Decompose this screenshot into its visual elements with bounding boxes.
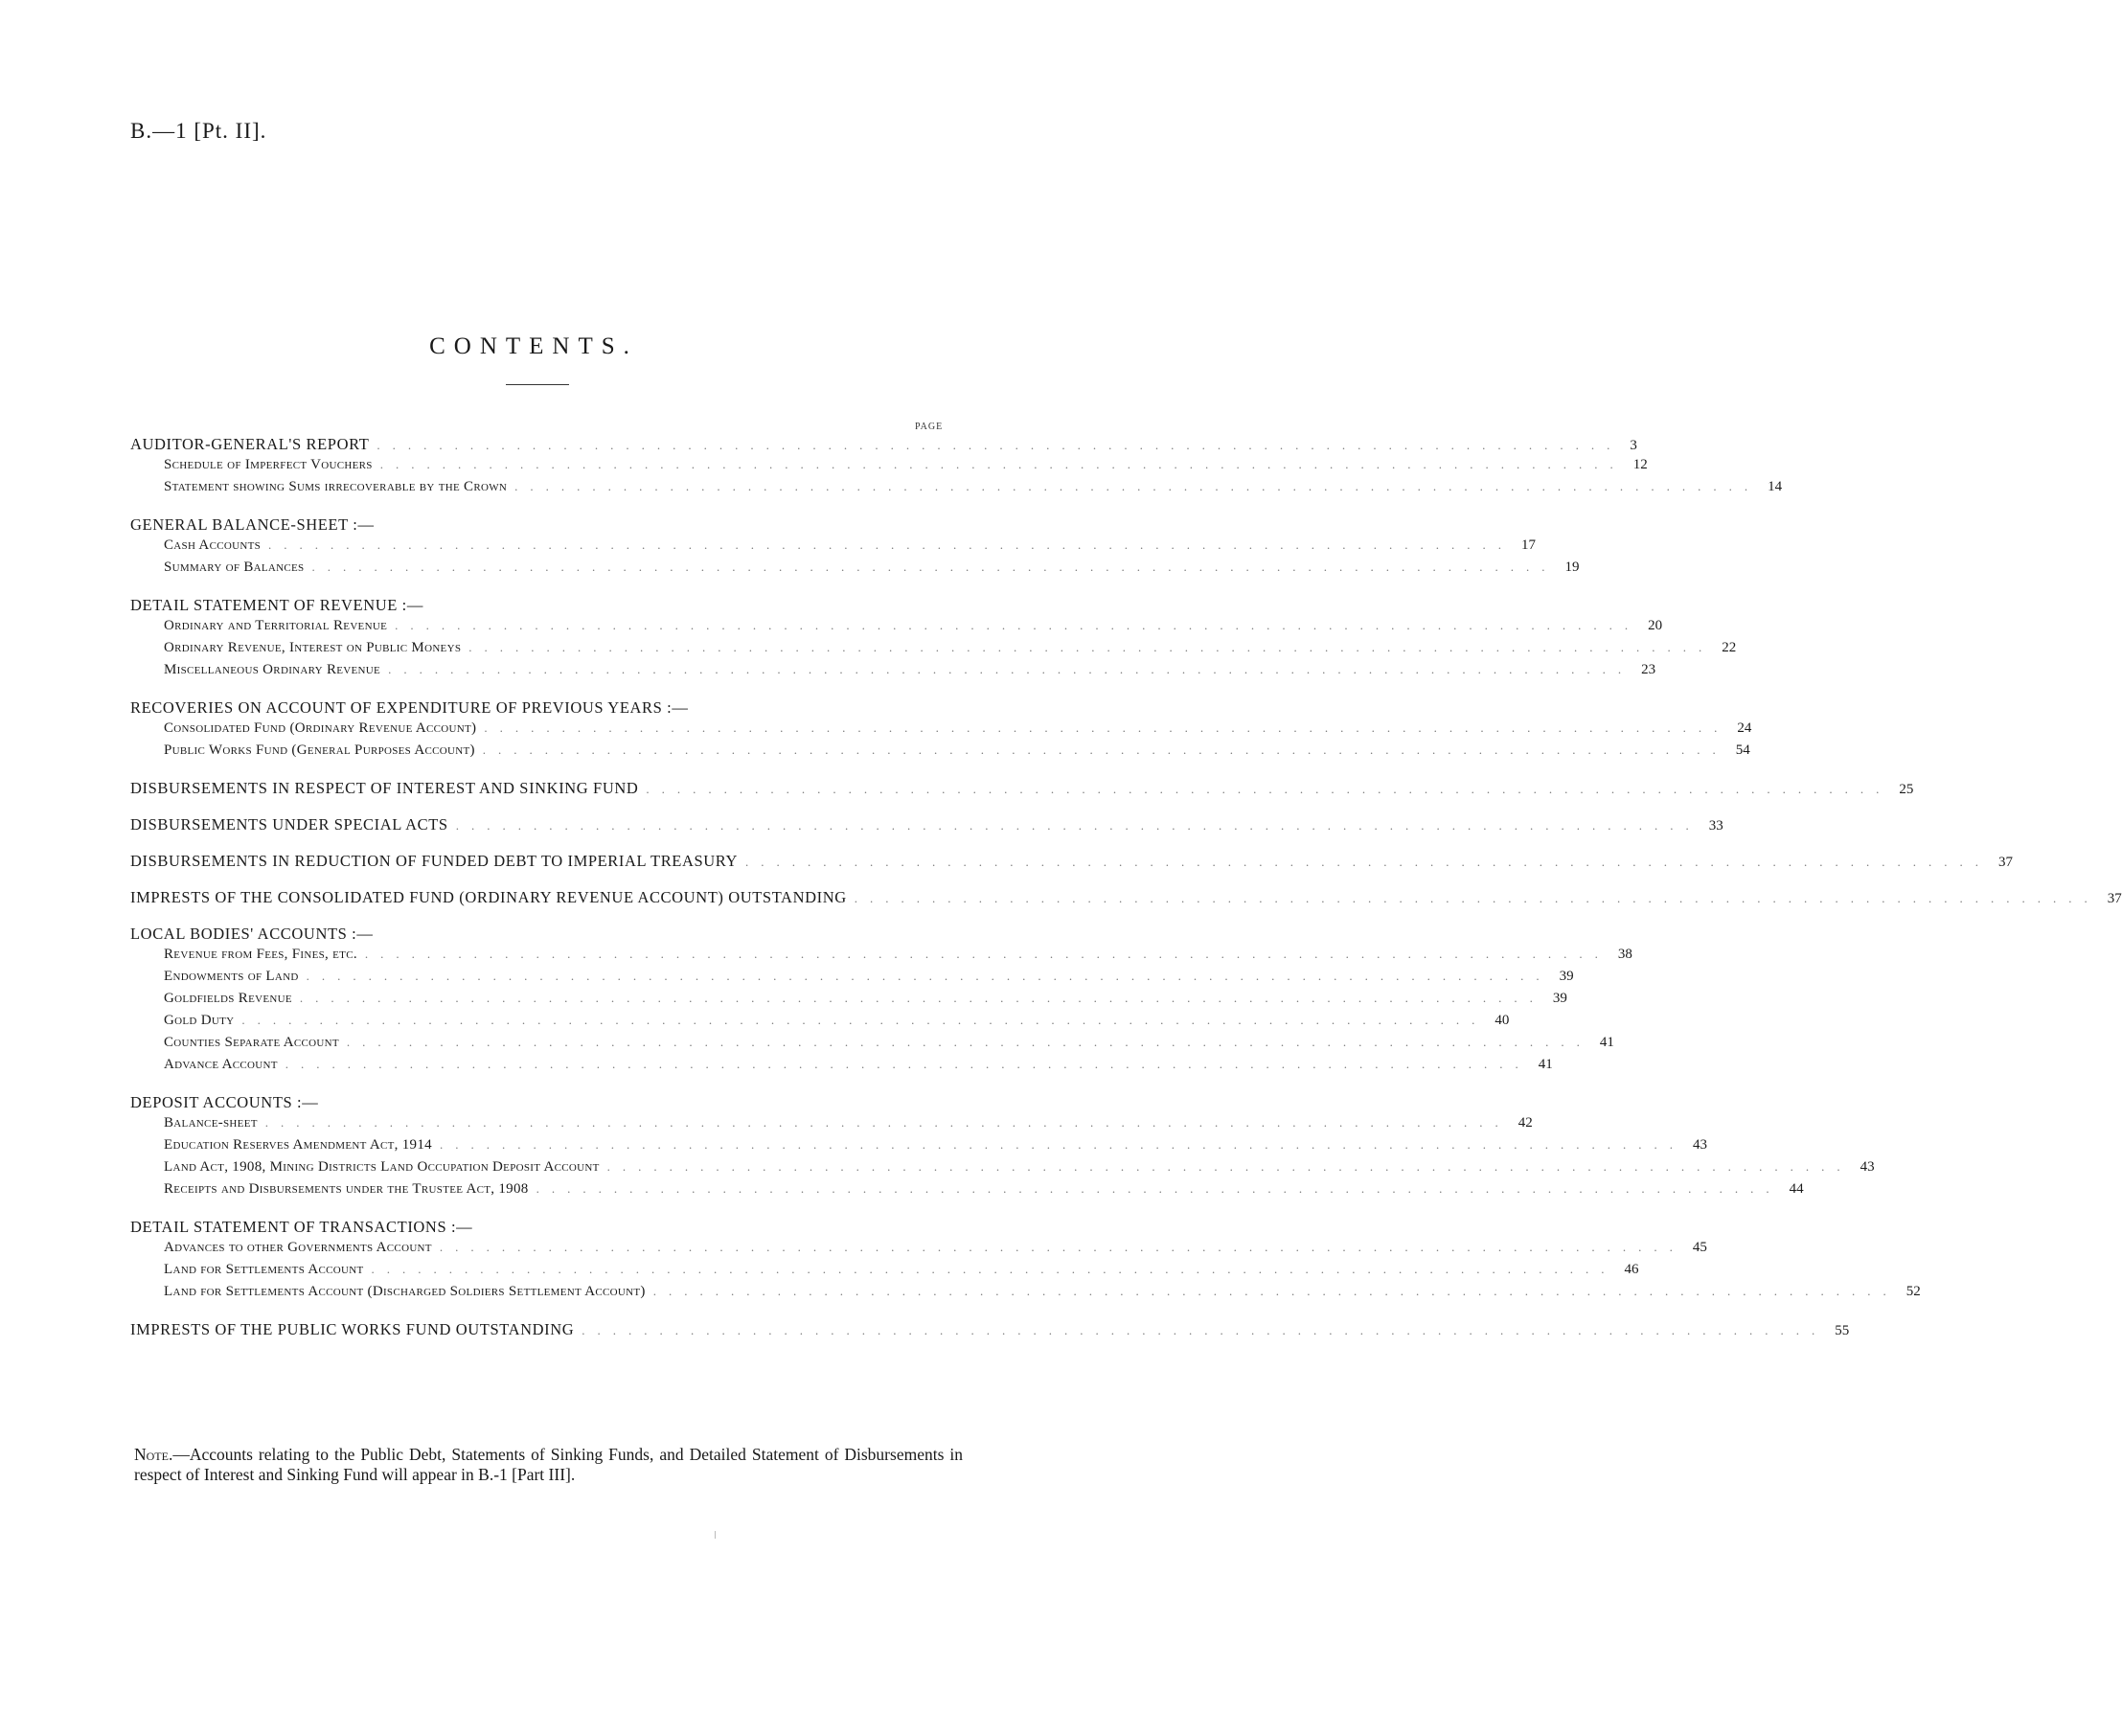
toc-section xyxy=(130,1218,959,1240)
section-gap xyxy=(130,801,959,815)
section-heading: DEPOSIT ACCOUNTS :— xyxy=(130,1093,319,1111)
toc-section xyxy=(130,1093,959,1115)
dot-leader: ................................................................................ xyxy=(652,1284,1899,1298)
section-gap xyxy=(130,582,959,596)
entry-label: Schedule of Imperfect Vouchers xyxy=(164,457,373,472)
page-number: 42 xyxy=(1517,1115,1533,1131)
dot-leader: ................................................................................ xyxy=(854,891,2100,905)
section-heading: DISBURSEMENTS IN REDUCTION OF FUNDED DEBT TO IMPERIAL TREASURY xyxy=(130,852,739,870)
table-of-contents xyxy=(130,435,2122,1342)
dot-leader: ................................................................................ xyxy=(536,1181,1782,1196)
toc-section xyxy=(130,1320,1850,1342)
page-title: CONTENTS. xyxy=(429,333,638,359)
section-gap xyxy=(130,765,959,779)
section-gap xyxy=(130,910,959,925)
page-number: 43 xyxy=(1692,1137,1707,1153)
page-number: 55 xyxy=(1835,1323,1850,1338)
section-heading: GENERAL BALANCE-SHEET :— xyxy=(130,515,375,534)
page-number: 22 xyxy=(1722,640,1737,655)
entry-label: Advances to other Governments Account xyxy=(164,1240,432,1255)
page-number: 39 xyxy=(1559,969,1574,984)
entry-label: Land for Settlements Account (Discharged Soldiers Settlement Account) xyxy=(164,1284,646,1299)
footnote xyxy=(134,1445,963,1485)
section-heading: IMPRESTS OF THE CONSOLIDATED FUND (ORDINARY REVENUE ACCOUNT) OUTSTANDING xyxy=(130,888,847,906)
scan-mark xyxy=(715,1531,716,1539)
toc-section xyxy=(130,435,1637,457)
document-reference: B.—1 [Pt. II]. xyxy=(130,119,267,143)
dot-leader: ................................................................................ xyxy=(646,782,1892,796)
entry-label: Revenue from Fees, Fines, etc. xyxy=(164,947,357,962)
dot-leader: ................................................................................ xyxy=(582,1323,1828,1337)
dot-leader: ................................................................................ xyxy=(395,618,1641,632)
toc-entry xyxy=(130,618,1663,640)
toc-entry xyxy=(130,560,1580,582)
dot-leader: ................................................................................ xyxy=(264,1115,1511,1130)
section-gap xyxy=(130,1079,959,1093)
dot-leader: ................................................................................ xyxy=(484,720,1730,735)
footnote-head: Note. xyxy=(134,1445,173,1464)
toc-section xyxy=(130,815,1723,837)
section-heading: DISBURSEMENTS IN RESPECT OF INTEREST AND SINKING FUND xyxy=(130,779,639,797)
page-number: 41 xyxy=(1538,1057,1553,1072)
toc-entry xyxy=(130,1057,1553,1079)
page-number: 43 xyxy=(1860,1159,1875,1175)
dot-leader: ................................................................................ xyxy=(439,1137,1685,1152)
toc-entry xyxy=(130,720,1752,742)
toc-entry xyxy=(130,1035,1614,1057)
section-gap xyxy=(130,684,959,698)
section-heading: DETAIL STATEMENT OF TRANSACTIONS :— xyxy=(130,1218,473,1236)
page-number: 46 xyxy=(1624,1262,1639,1277)
dot-leader: ................................................................................ xyxy=(388,662,1634,676)
page-number: 45 xyxy=(1692,1240,1707,1255)
toc-entry xyxy=(130,1115,1533,1137)
section-heading: DISBURSEMENTS UNDER SPECIAL ACTS xyxy=(130,815,448,834)
dot-leader: ................................................................................ xyxy=(364,947,1610,961)
toc-entry xyxy=(130,662,1656,684)
footnote-text: —Accounts relating to the Public Debt, Statements of Sinking Funds, and Detailed Statement of Disbursements in respect of Interest and Sinking Fund will appear in B.-1 [Part III]. xyxy=(134,1445,963,1484)
dot-leader: ................................................................................ xyxy=(376,438,1623,452)
entry-label: Balance-sheet xyxy=(164,1115,258,1131)
page-number: 52 xyxy=(1905,1284,1921,1299)
entry-label: Public Works Fund (General Purposes Account) xyxy=(164,742,475,758)
page-number: 44 xyxy=(1789,1181,1804,1197)
entry-label: Land Act, 1908, Mining Districts Land Occupation Deposit Account xyxy=(164,1159,600,1175)
page-number: 38 xyxy=(1617,947,1632,962)
entry-label: Miscellaneous Ordinary Revenue xyxy=(164,662,381,677)
entry-label: Ordinary Revenue, Interest on Public Moneys xyxy=(164,640,462,655)
section-heading: RECOVERIES ON ACCOUNT OF EXPENDITURE OF PREVIOUS YEARS :— xyxy=(130,698,689,717)
entry-label: Ordinary and Territorial Revenue xyxy=(164,618,388,633)
section-gap xyxy=(130,1203,959,1218)
dot-leader: ................................................................................ xyxy=(606,1159,1853,1174)
dot-leader: ................................................................................ xyxy=(379,457,1626,471)
toc-entry xyxy=(130,457,1648,479)
page-number: 33 xyxy=(1708,818,1723,834)
section-heading: IMPRESTS OF THE PUBLIC WORKS FUND OUTSTANDING xyxy=(130,1320,575,1338)
toc-entry xyxy=(130,1240,1707,1262)
entry-label: Land for Settlements Account xyxy=(164,1262,364,1277)
toc-entry xyxy=(130,1181,1804,1203)
page-number: 14 xyxy=(1768,479,1783,494)
entry-label: Receipts and Disbursements under the Trustee Act, 1908 xyxy=(164,1181,529,1197)
entry-label: Consolidated Fund (Ordinary Revenue Account) xyxy=(164,720,477,736)
section-gap xyxy=(130,837,959,852)
section-heading: LOCAL BODIES' ACCOUNTS :— xyxy=(130,925,374,943)
page-number: 41 xyxy=(1599,1035,1614,1050)
dot-leader: ................................................................................ xyxy=(285,1057,1531,1071)
entry-label: Goldfields Revenue xyxy=(164,991,292,1006)
dot-leader: ................................................................................ xyxy=(455,818,1701,833)
toc-section xyxy=(130,515,959,537)
title-divider xyxy=(506,384,569,385)
dot-leader: ................................................................................ xyxy=(299,991,1545,1005)
toc-section xyxy=(130,852,2014,874)
dot-leader: ................................................................................ xyxy=(514,479,1761,493)
section-gap xyxy=(130,1306,959,1320)
dot-leader: ................................................................................ xyxy=(306,969,1552,983)
entry-label: Cash Accounts xyxy=(164,537,262,553)
toc-section xyxy=(130,698,959,720)
toc-entry xyxy=(130,969,1574,991)
toc-section xyxy=(130,925,959,947)
entry-label: Endowments of Land xyxy=(164,969,299,984)
entry-label: Statement showing Sums irrecoverable by the Crown xyxy=(164,479,508,494)
page-number: 19 xyxy=(1564,560,1580,575)
section-gap xyxy=(130,874,959,888)
dot-leader: ................................................................................ xyxy=(371,1262,1617,1276)
dot-leader: ................................................................................ xyxy=(241,1013,1488,1027)
toc-entry xyxy=(130,742,1750,765)
toc-entry xyxy=(130,991,1567,1013)
page-number: 20 xyxy=(1648,618,1663,633)
page-number: 37 xyxy=(1998,855,2014,870)
toc-entry xyxy=(130,479,1783,501)
entry-label: Education Reserves Amendment Act, 1914 xyxy=(164,1137,432,1153)
page-number: 54 xyxy=(1735,742,1750,758)
toc-entry xyxy=(130,537,1537,560)
toc-entry xyxy=(130,1137,1707,1159)
toc-entry xyxy=(130,1262,1639,1284)
page-number: 25 xyxy=(1899,782,1914,797)
entry-label: Counties Separate Account xyxy=(164,1035,339,1050)
page-number: 17 xyxy=(1521,537,1537,553)
toc-section xyxy=(130,888,2122,910)
toc-section xyxy=(130,596,959,618)
entry-label: Advance Account xyxy=(164,1057,278,1072)
page-number: 40 xyxy=(1495,1013,1510,1028)
section-heading: AUDITOR-GENERAL'S REPORT xyxy=(130,435,370,453)
dot-leader: ................................................................................ xyxy=(468,640,1715,654)
toc-entry xyxy=(130,947,1632,969)
dot-leader: ................................................................................ xyxy=(268,537,1515,552)
section-gap xyxy=(130,501,959,515)
dot-leader: ................................................................................ xyxy=(745,855,1992,869)
dot-leader: ................................................................................ xyxy=(482,742,1728,757)
toc-entry xyxy=(130,640,1737,662)
entry-label: Summary of Balances xyxy=(164,560,305,575)
page-number: 23 xyxy=(1641,662,1656,677)
entry-label: Gold Duty xyxy=(164,1013,235,1028)
page-number: 39 xyxy=(1552,991,1567,1006)
page-number: 12 xyxy=(1632,457,1648,472)
section-heading: DETAIL STATEMENT OF REVENUE :— xyxy=(130,596,423,614)
toc-entry xyxy=(130,1013,1510,1035)
page-column-label: PAGE xyxy=(915,422,944,432)
toc-section xyxy=(130,779,1914,801)
page-number: 3 xyxy=(1630,438,1637,453)
toc-entry xyxy=(130,1159,1875,1181)
page-number: 24 xyxy=(1737,720,1752,736)
dot-leader: ................................................................................ xyxy=(439,1240,1685,1254)
toc-entry xyxy=(130,1284,1921,1306)
page-number: 37 xyxy=(2107,891,2122,906)
dot-leader: ................................................................................ xyxy=(311,560,1558,574)
dot-leader: ................................................................................ xyxy=(346,1035,1592,1049)
